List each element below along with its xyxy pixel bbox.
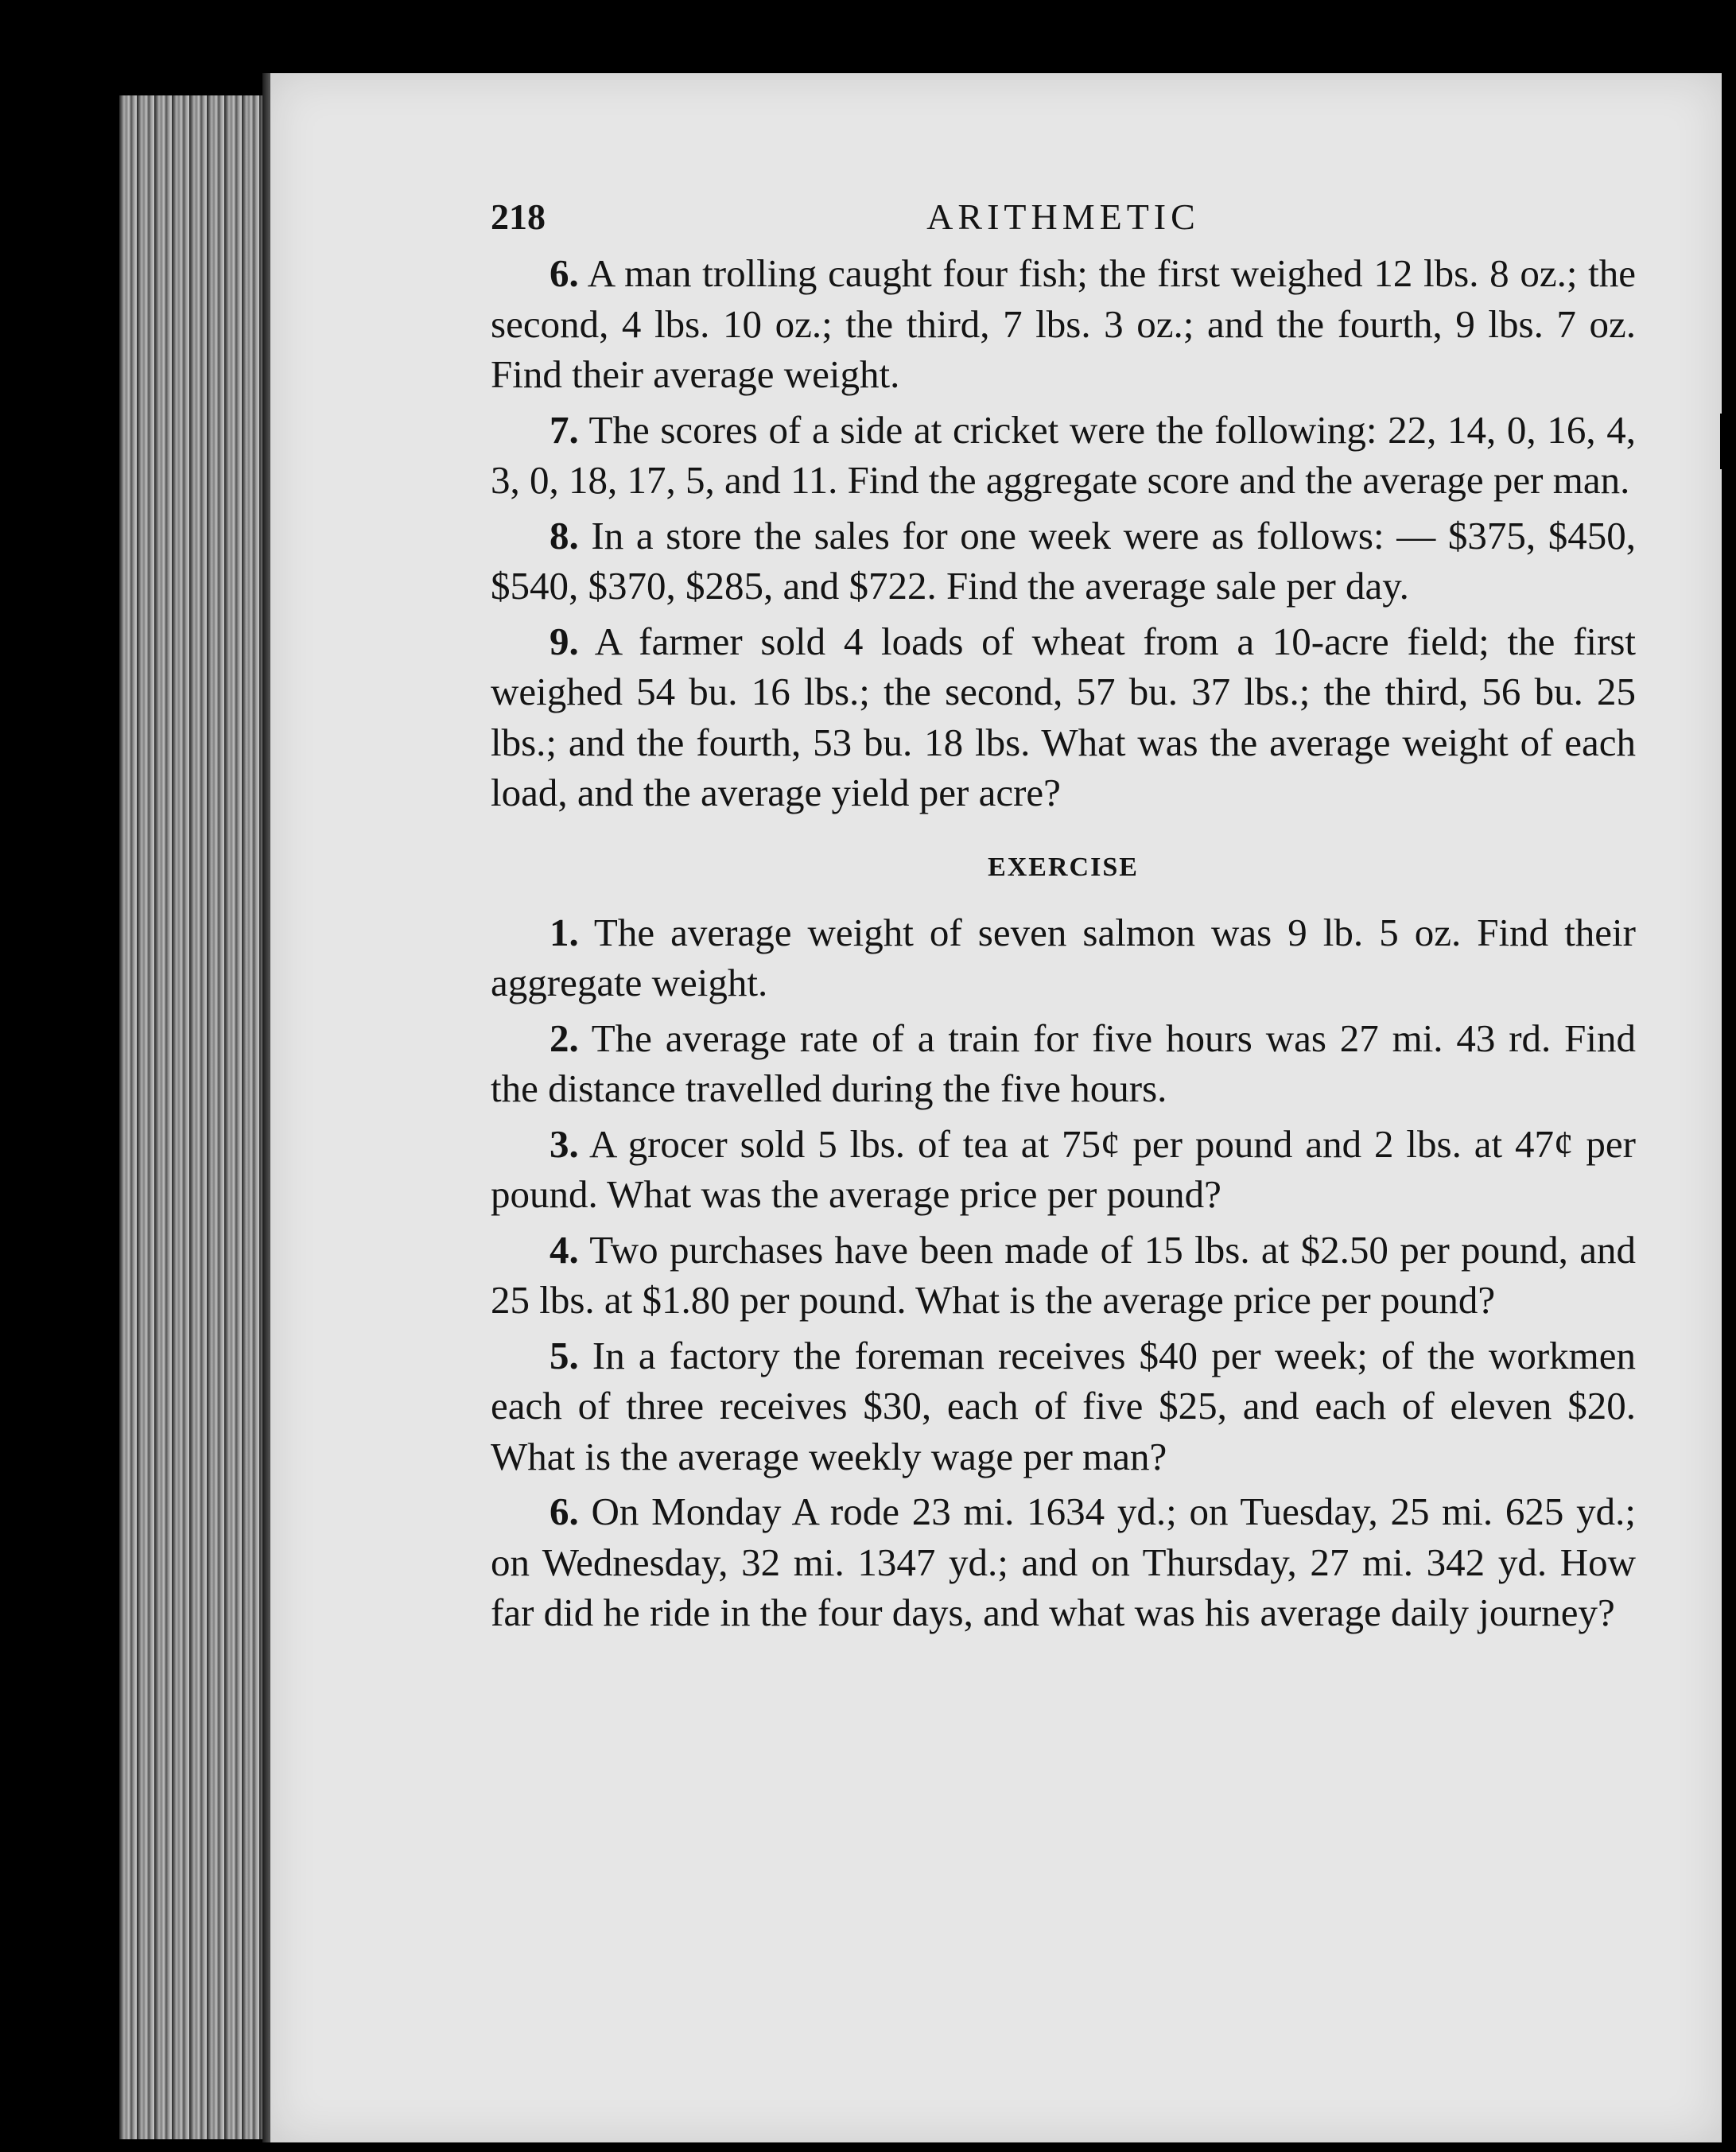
problem-text: A farmer sold 4 loads of wheat from a 10-acre field; the first weighed 54 bu. 16 lbs.; the second, 57 bu. 37 lbs.; the third, 56 bu. 25 lbs.; and the fourth, 53 bu. 18 lbs. What was the average weight of each load, and the average yield per acre?: [491, 619, 1636, 814]
problem-number: 9.: [550, 619, 579, 663]
problem-number: 4.: [550, 1227, 579, 1272]
problem-text: The average rate of a train for five hours was 27 mi. 43 rd. Find the distance travelled during the five hours.: [491, 1016, 1636, 1110]
problem-text: Two purchases have been made of 15 lbs. at $2.50 per pound, and 25 lbs. at $1.80 per pound. What is the average price per pound?: [491, 1227, 1636, 1322]
page-text: [491, 191, 1636, 1638]
exercise-problem-1: [491, 907, 1636, 1008]
problem-number: 5.: [550, 1333, 579, 1377]
exercise-heading: EXERCISE: [988, 852, 1139, 882]
problem-text: In a factory the foreman receives $40 per week; of the workmen each of three receives $30, each of five $25, and each of eleven $20. What is the average weekly wage per man?: [491, 1333, 1637, 1478]
problem-number: 8.: [550, 513, 579, 557]
exercise-problem-5: [491, 1330, 1636, 1482]
problem-number: 2.: [550, 1016, 579, 1060]
problem-number: 3.: [550, 1121, 579, 1166]
exercise-problem-6: [491, 1486, 1636, 1638]
exercise-problem-3: [491, 1119, 1636, 1220]
problem-text: A man trolling caught four fish; the first weighed 12 lbs. 8 oz.; the second, 4 lbs. 10 oz.; the third, 7 lbs. 3 oz.; and the fourth, 9 lbs. 7 oz. Find their average weight.: [491, 251, 1637, 396]
problem-7: [491, 405, 1636, 506]
problem-number: 6.: [550, 1490, 579, 1533]
problem-text: The scores of a side at cricket were the following: 22, 14, 0, 16, 4, 3, 0, 18, 17, 5, and 11. Find the aggregate score and the average per man.: [491, 407, 1636, 502]
problem-9: [491, 616, 1636, 818]
book-page-edges: [119, 95, 274, 2139]
problem-number: 1.: [550, 910, 579, 954]
problem-text: A grocer sold 5 lbs. of tea at 75¢ per pound and 2 lbs. at 47¢ per pound. What was the average price per pound?: [491, 1121, 1636, 1216]
exercise-problem-2: [491, 1013, 1636, 1114]
problem-text: In a store the sales for one week were as follows: — $375, $450, $540, $370, $285, and $722. Find the average sale per day.: [491, 513, 1636, 608]
exercise-problem-4: [491, 1225, 1636, 1326]
problem-number: 7.: [550, 407, 579, 452]
running-title: ARITHMETIC: [926, 196, 1200, 237]
problem-number: 6.: [550, 251, 579, 295]
problem-8: [491, 511, 1636, 612]
problem-6: [491, 248, 1636, 400]
problem-text: The average weight of seven salmon was 9 lb. 5 oz. Find their aggregate weight.: [491, 910, 1636, 1004]
page-number: 218: [491, 196, 546, 237]
problem-text: On Monday A rode 23 mi. 1634 yd.; on Tuesday, 25 mi. 625 yd.; on Wednesday, 32 mi. 1347 yd.; and on Thursday, 27 mi. 342 yd. How far did he ride in the four days, and what was his average daily journey?: [491, 1490, 1637, 1634]
scan-border-mark: [1720, 414, 1736, 469]
running-head: [491, 191, 1636, 243]
